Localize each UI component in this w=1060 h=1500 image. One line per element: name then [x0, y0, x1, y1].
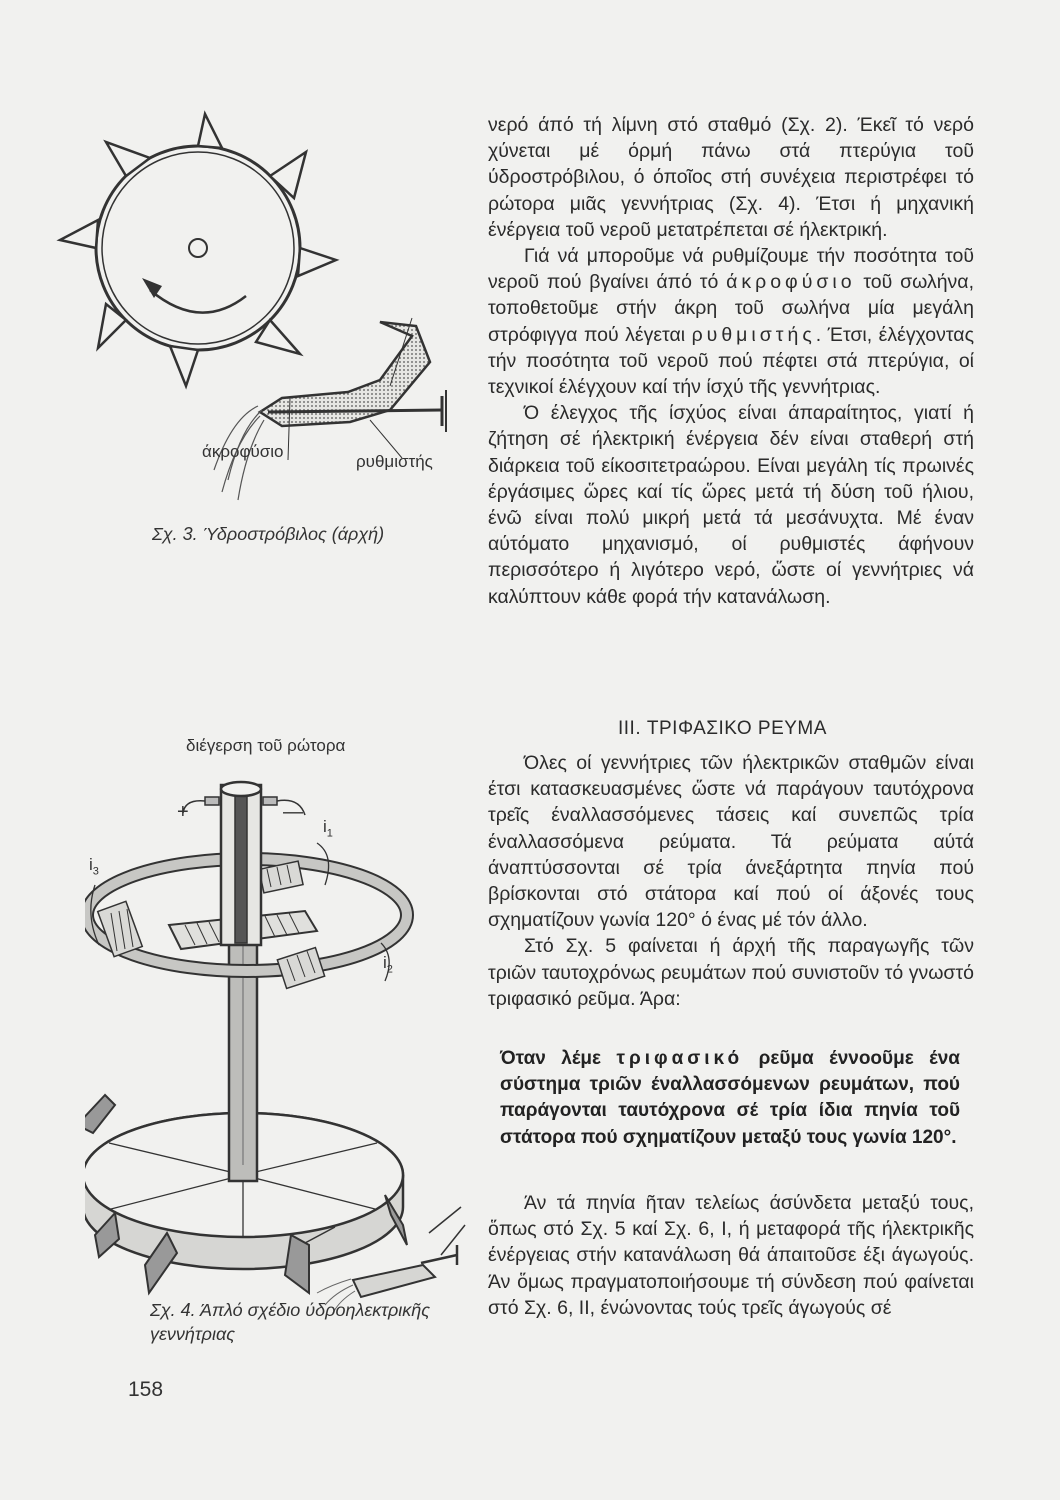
- current-i1-label: $i_1$: [323, 817, 333, 840]
- current-i2-label: $i_2$: [383, 953, 393, 976]
- term-regulator: ρυθμιστής: [691, 323, 816, 346]
- term-nozzle: άκροφύσιο: [726, 271, 856, 294]
- paragraph: Ό έλεγχος τῆς ίσχύος είναι άπαραίτητος, γιατί ή ζήτηση σέ ήλεκτρική ένέργεια δέν είναι σταθερή στή διάρκεια τοῦ είκοσιτετραώρου. Είναι μεγάλη τίς πρωινές έργάσιμες ὥρες καί τίς ὥρες μετά τή δύση τοῦ ήλιου, ένῶ είναι πολύ μικρή μετά τά μεσάνυχτα. Μέ έναν αύτόματο μηχανισμό, οί ρυθμιστές άφήνουν περισσότερο ή λιγότερο νερό, ὥστε οί γεννήτριες νά καλύπτουν κάθε φορά τήν κατανάλωση.: [488, 402, 974, 608]
- paragraph: νερό άπό τή λίμνη στό σταθμό (Σχ. 2). Έκεῖ τό νερό χύνεται μέ όρμή πάνω στά πτερύγια τοῦ ύδροστρόβιλου, ό όποῖος στή συνέχεια περιστρέφει τό ρώτορα μιᾶς γεννήτριας (Σχ. 4). Έτσι ή μηχανική ένέργεια τοῦ νεροῦ μετατρέπεται σέ ήλεκτρική.: [488, 114, 974, 241]
- paragraph: Στό Σχ. 5 φαίνεται ή άρχή τῆς παραγωγῆς τῶν τριῶν ταυτοχρόνως ρευμάτων πού συνιστοῦν τό γνωστό τριφασικό ρεῦμα. Άρα:: [488, 935, 974, 1010]
- text-column-bottom: [488, 750, 974, 1012]
- regulator-label: ρυθμιστής: [356, 452, 433, 471]
- current-i3-label: $i_3$: [89, 855, 99, 878]
- plus-sign: +: [177, 801, 189, 823]
- paragraph: Άν τά πηνία ῆταν τελείως άσύνδετα μεταξύ τους, ὅπως στό Σχ. 5 καί Σχ. 6, I, ή μεταφορά τῆς ήλεκτρικῆς ένέργειας στήν κατανάλωση θά άπαιτοῦσε έξι άγωγούς. Άν ὅμως πραγματοποιήσουμε τή σύνδεση πού φαίνεται στό Σχ. 6, II, ένώνοντας τούς τρεῖς άγωγούς σέ: [488, 1192, 974, 1319]
- figure-3-caption: Σχ. 3. Ύδροστρόβιλος (άρχή): [152, 524, 385, 544]
- definition-box: Όταν λέμε τριφασικό ρεῦμα έννοοῦμε ένα σύστημα τριῶν έναλλασσόμενων ρευμάτων, πού παράγονται ταυτόχρονα σέ τρία ίδια πηνία τοῦ στάτορα πού σχηματίζουν μεταξύ τους γωνία 120°.: [500, 1048, 960, 1148]
- term-three-phase: τριφασικό: [616, 1048, 744, 1069]
- generator-drawing: [85, 745, 485, 1315]
- paragraph: Γιά νά μποροῦμε νά ρυθμίζουμε τήν ποσότητα τοῦ νεροῦ πού βγαίνει άπό τό άκροφύσιο τοῦ σωλήνα, τοποθετοῦμε στήν άκρη τοῦ σωλήνα μία μεγάλη στρόφιγγα πού λέγεται ρυθμιστής. Έτσι, έλέγχοντας τήν ποσότητα τοῦ νεροῦ πού πέφτει στά πτερύγια, οί τεχνικοί έλέγχουν καί τήν ίσχύ τῆς γεννήτριας.: [488, 245, 974, 399]
- paragraph: Όλες οί γεννήτριες τῶν ήλεκτρικῶν σταθμῶν είναι έτσι κατασκευασμένες ὥστε νά παράγουν ταυτόχρονα τρεῖς έναλλασσόμενες τάσεις καί συνεπῶς τρία έναλλασσόμενα ρεύματα. Τά ρεύματα αύτά άναπτύσσονται σέ τρία άνεξάρτητα πηνία πού βρίσκονται στό στάτορα καί πού οί άξονές τους σχηματίζουν γωνία 120° ό ένας μέ τόν άλλο.: [488, 752, 974, 932]
- text-column-top: [488, 112, 974, 610]
- figure-4-generator: [85, 745, 485, 1315]
- section-heading: III. ΤΡΙΦΑΣΙΚΟ ΡΕΥΜΑ: [618, 718, 827, 739]
- page-number: 158: [128, 1378, 164, 1401]
- text-column-end: [488, 1190, 974, 1321]
- figure-4-caption: Σχ. 4. Άπλό σχέδιο ύδροηλεκτρικῆς γεννήτριας: [150, 1300, 431, 1344]
- excitation-label: διέγερση τοῦ ρώτορα: [186, 736, 346, 755]
- figure-3-turbine: [50, 100, 470, 520]
- minus-sign: —: [283, 801, 303, 823]
- nozzle-label: άκροφύσιο: [202, 442, 284, 461]
